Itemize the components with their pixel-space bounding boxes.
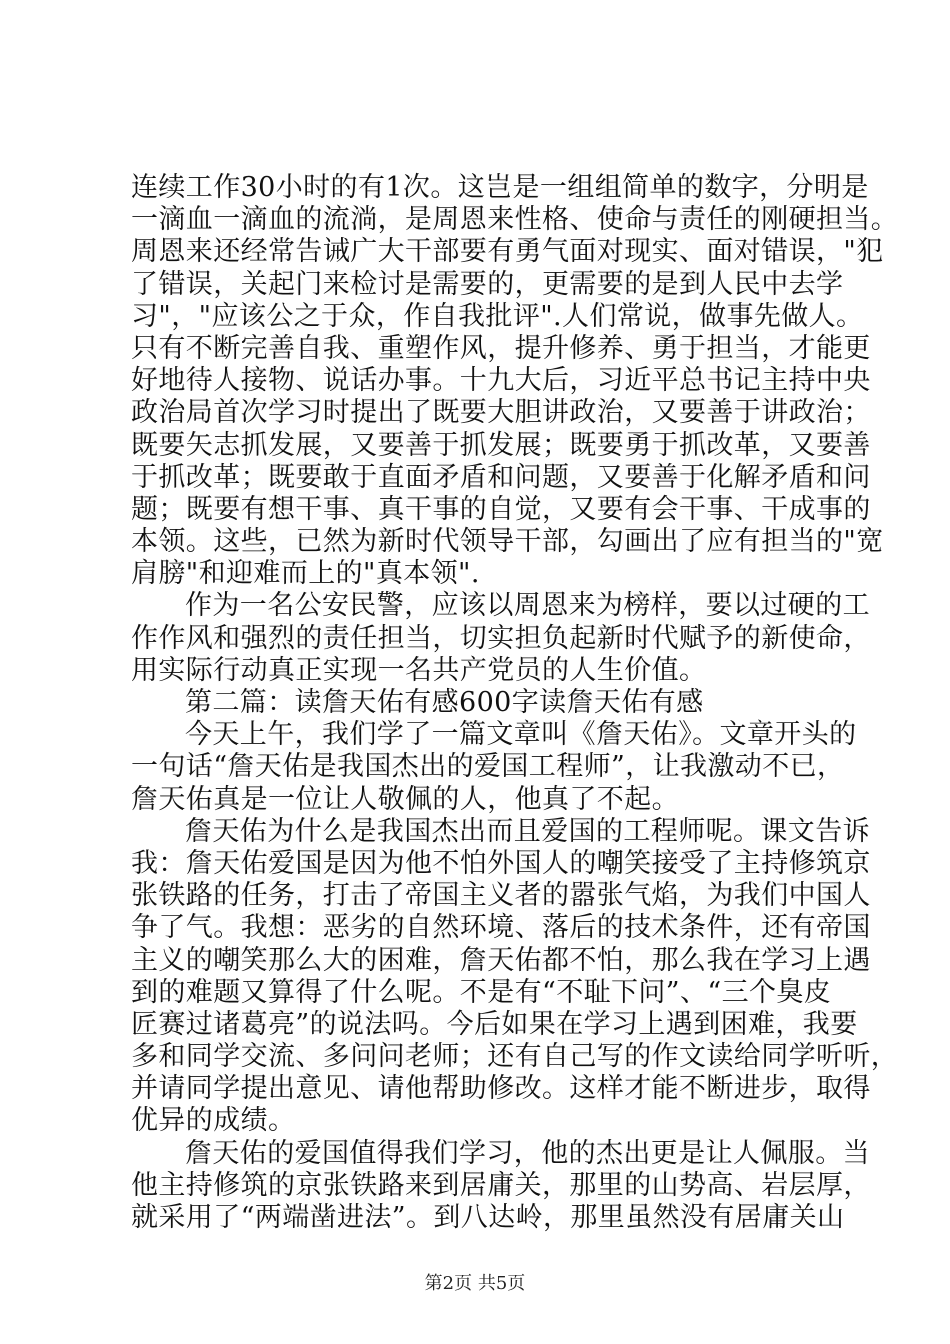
text-line: 匠赛过诸葛亮”的说法吗。今后如果在学习上遇到困难，我要 bbox=[131, 1008, 858, 1040]
text-line: 优异的成绩。 bbox=[131, 1105, 296, 1137]
text-line: 多和同学交流、多问问老师；还有自己写的作文读给同学听听， bbox=[131, 1041, 899, 1073]
text-line: 一句话“詹天佑是我国杰出的爱国工程师”，让我激动不已， bbox=[131, 751, 845, 783]
text-line: 今天上午，我们学了一篇文章叫《詹天佑》。文章开头的 bbox=[185, 719, 857, 751]
text-line: 作为一名公安民警，应该以周恩来为榜样，要以过硬的工 bbox=[185, 590, 870, 622]
page-number-footer: 第2页 共5页 bbox=[424, 1273, 526, 1294]
text-line: 争了气。我想：恶劣的自然环境、落后的技术条件，还有帝国 bbox=[131, 912, 871, 944]
text-line: 政治局首次学习时提出了既要大胆讲政治，又要善于讲政治； bbox=[131, 397, 871, 429]
text-line: 到的难题又算得了什么呢。不是有“不耻下问”、“三个臭皮 bbox=[131, 976, 832, 1008]
text-line: 周恩来还经常告诫广大干部要有勇气面对现实、面对错误，"犯 bbox=[131, 236, 884, 268]
text-line: 主义的嘲笑那么大的困难，詹天佑都不怕，那么我在学习上遇 bbox=[131, 944, 871, 976]
text-line: 习"，"应该公之于众，作自我批评".人们常说，做事先做人。 bbox=[131, 300, 864, 332]
document-body bbox=[131, 172, 899, 1234]
text-line: 于抓改革；既要敢于直面矛盾和问题，又要善于化解矛盾和问 bbox=[131, 461, 871, 493]
text-line: 肩膀"和迎难而上的"真本领". bbox=[131, 558, 480, 590]
text-line: 用实际行动真正实现一名共产党员的人生价值。 bbox=[131, 654, 707, 686]
text-line: 并请同学提出意见、请他帮助修改。这样才能不断进步，取得 bbox=[131, 1073, 871, 1105]
text-line: 只有不断完善自我、重塑作风，提升修养、勇于担当，才能更 bbox=[131, 332, 871, 364]
text-line: 我：詹天佑爱国是因为他不怕外国人的嘲笑接受了主持修筑京 bbox=[131, 847, 871, 879]
text-line: 他主持修筑的京张铁路来到居庸关，那里的山势高、岩层厚， bbox=[131, 1169, 871, 1201]
text-line: 一滴血一滴血的流淌，是周恩来性格、使命与责任的刚硬担当。 bbox=[131, 204, 899, 236]
text-line: 张铁路的任务，打击了帝国主义者的嚣张气焰，为我们中国人 bbox=[131, 880, 871, 912]
text-line: 詹天佑真是一位让人敬佩的人，他真了不起。 bbox=[131, 783, 679, 815]
text-line: 詹天佑的爱国值得我们学习，他的杰出更是让人佩服。当 bbox=[185, 1137, 870, 1169]
text-line: 好地待人接物、说话办事。十九大后，习近平总书记主持中央 bbox=[131, 365, 871, 397]
text-line: 题；既要有想干事、真干事的自觉，又要有会干事、干成事的 bbox=[131, 493, 871, 525]
text-line: 就采用了“两端凿进法”。到八达岭，那里虽然没有居庸关山 bbox=[131, 1202, 845, 1233]
text-line: 既要矢志抓发展，又要善于抓发展；既要勇于抓改革，又要善 bbox=[131, 429, 871, 461]
text-line: 了错误，关起门来检讨是需要的，更需要的是到人民中去学 bbox=[131, 268, 844, 300]
text-line: 连续工作30小时的有1次。这岂是一组组简单的数字，分明是 bbox=[131, 172, 869, 203]
text-line: 詹天佑为什么是我国杰出而且爱国的工程师呢。课文告诉 bbox=[185, 815, 870, 847]
text-line: 作作风和强烈的责任担当，切实担负起新时代赋予的新使命， bbox=[131, 622, 871, 654]
section-heading: 第二篇：读詹天佑有感600字读詹天佑有感 bbox=[185, 687, 704, 718]
text-line: 本领。这些，已然为新时代领导干部，勾画出了应有担当的"宽 bbox=[131, 526, 884, 558]
